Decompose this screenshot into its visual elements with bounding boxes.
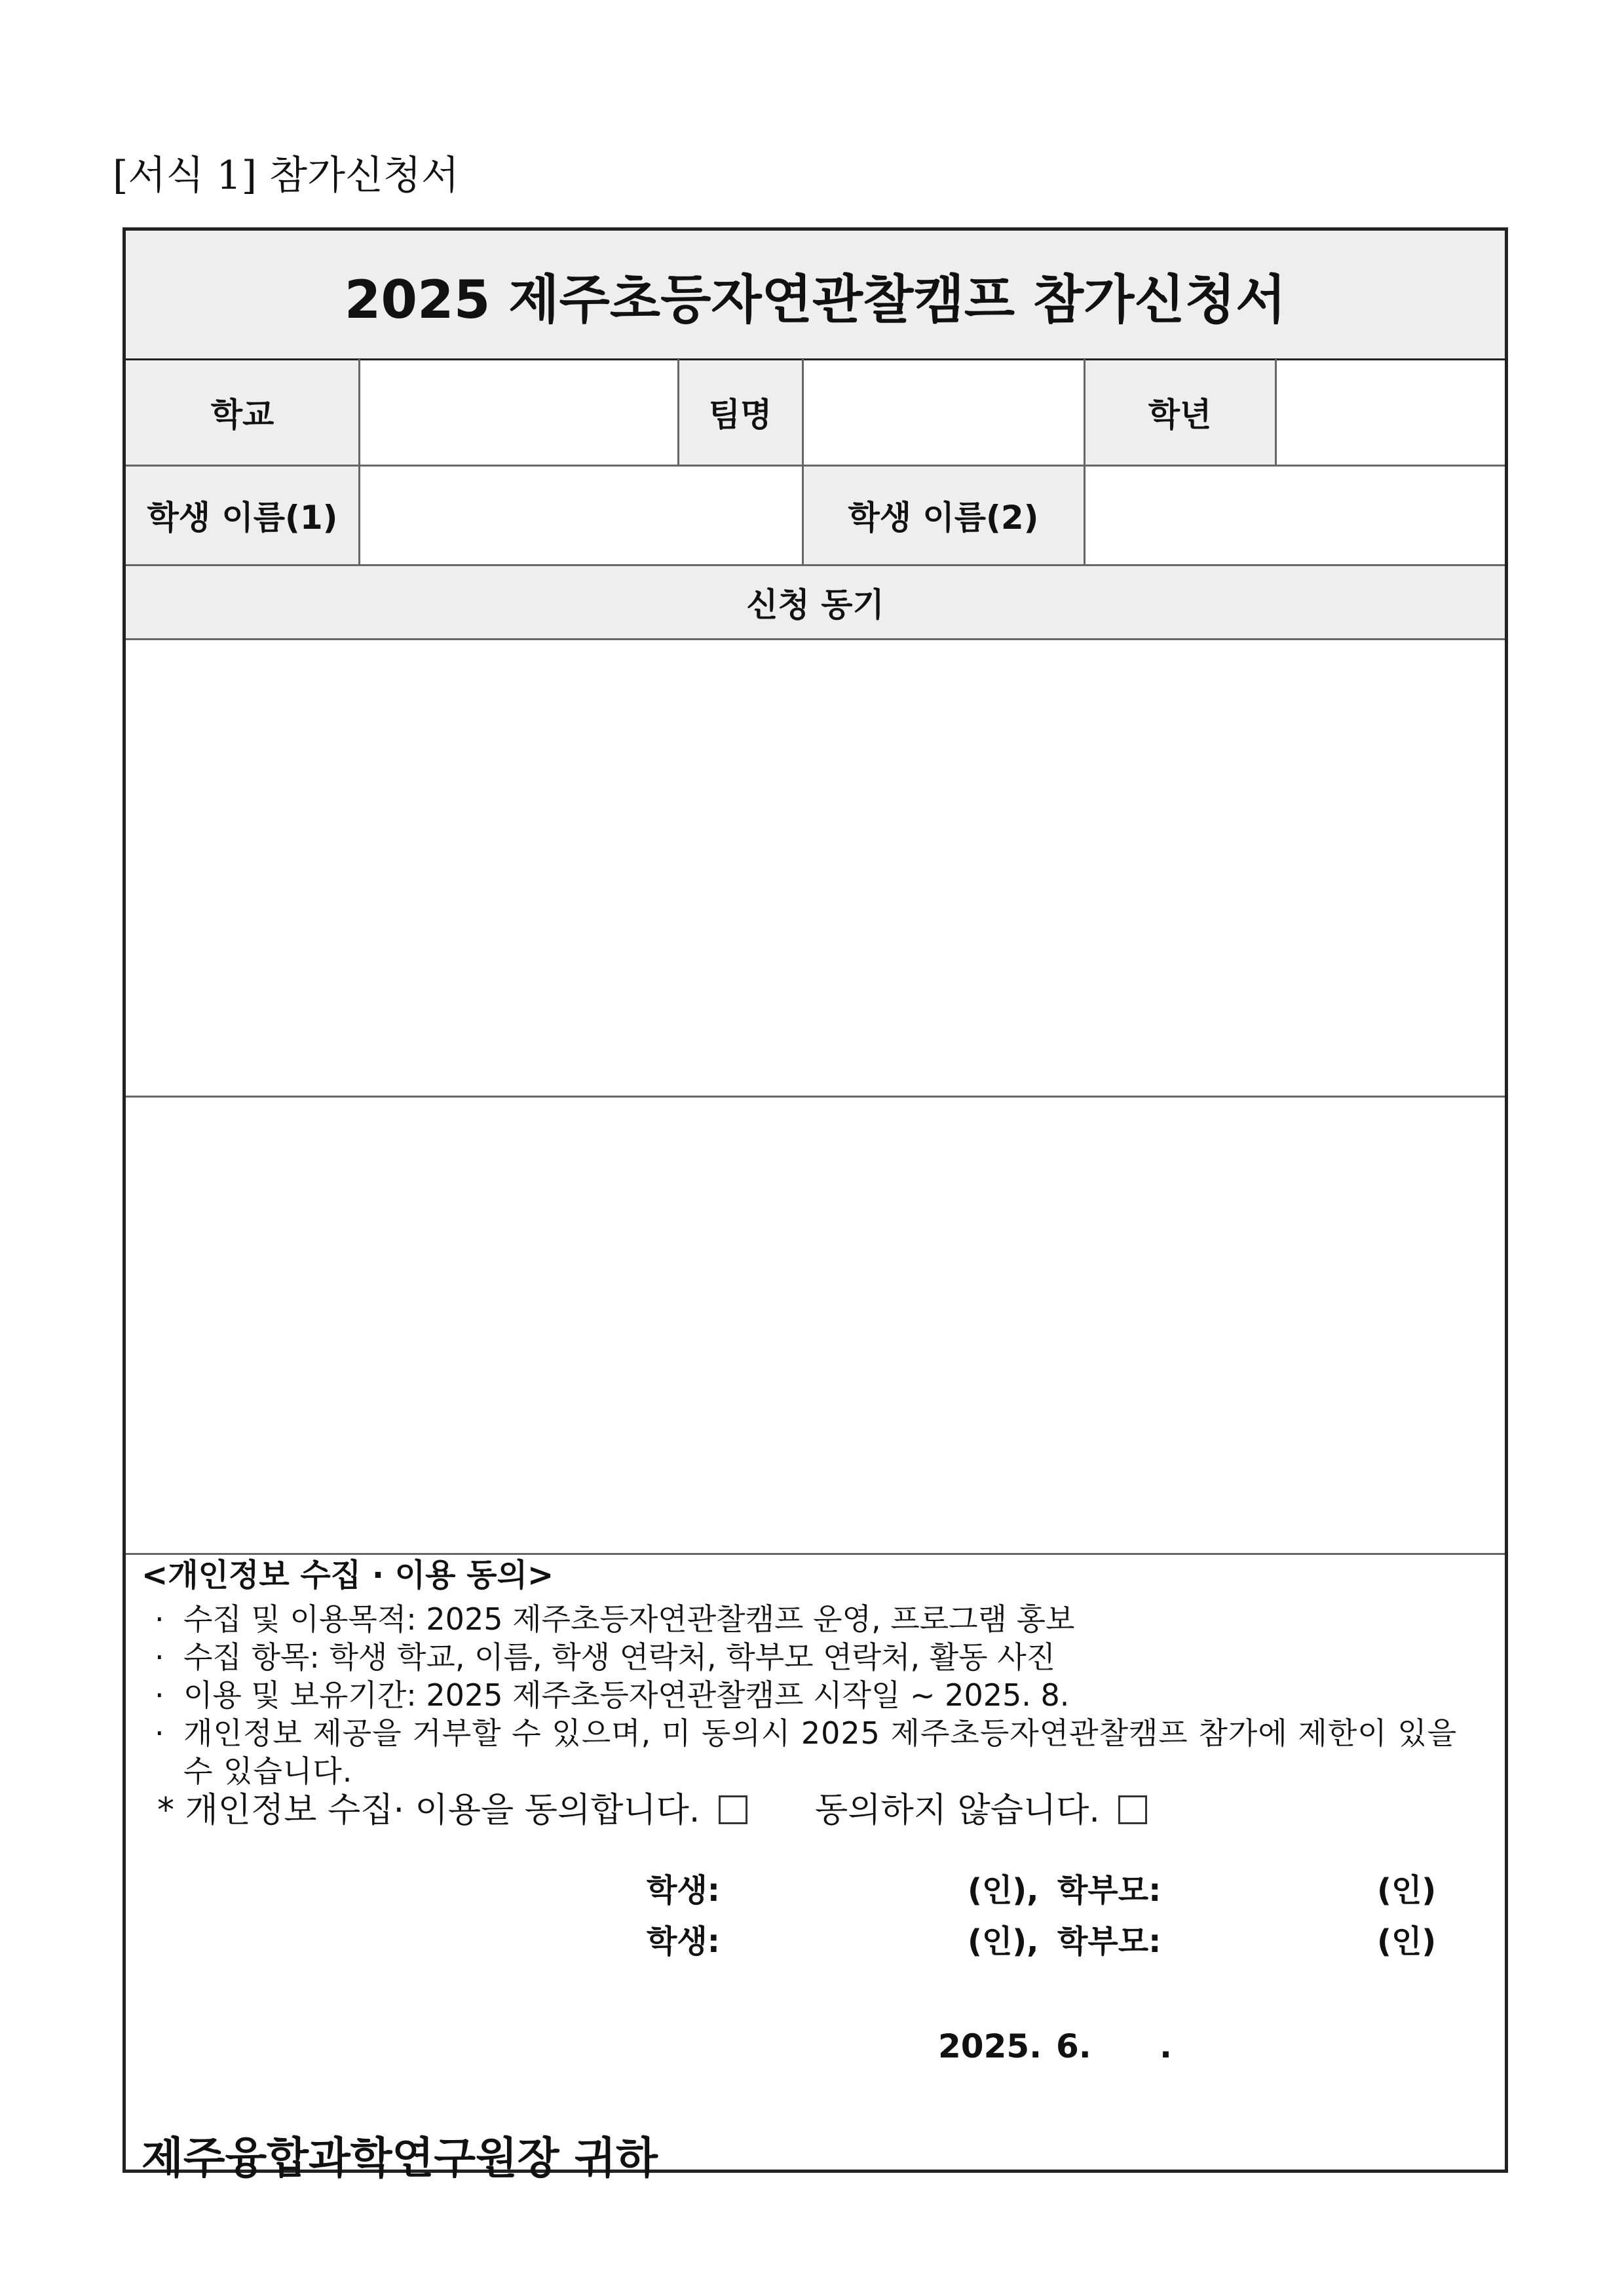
parent-sign-label-2: 학부모: xyxy=(1057,1923,1161,1960)
motivation-field[interactable] xyxy=(126,640,1505,1553)
disagree-checkbox[interactable] xyxy=(1118,1795,1147,1824)
consent-item-text: 개인정보 제공을 거부할 수 있으며, 미 동의시 2025 제주초등자연관찰캠프 참가에 제한이 있을 수 있습니다. xyxy=(183,1715,1458,1789)
consent-item xyxy=(155,1676,1484,1714)
student-seal-2: (인), xyxy=(968,1923,1039,1960)
parent-sign-label-1: 학부모: xyxy=(1057,1872,1161,1909)
team-field[interactable] xyxy=(804,359,1084,465)
consent-item-text: 수집 및 이용목적: 2025 제주초등자연관찰캠프 운영, 프로그램 홍보 xyxy=(183,1601,1075,1637)
grade-label: 학년 xyxy=(1148,396,1212,434)
bullet: · xyxy=(155,1639,164,1675)
consent-choice xyxy=(157,1782,1147,1831)
student-sign-label-2: 학생: xyxy=(647,1923,720,1960)
school-label: 학교 xyxy=(210,396,274,434)
date-day: . xyxy=(1160,2027,1172,2065)
grade-field[interactable] xyxy=(1277,359,1505,465)
consent-item xyxy=(155,1600,1484,1638)
date-month: 6. xyxy=(1056,2027,1091,2065)
team-label: 팀명 xyxy=(708,396,772,434)
date-year: 2025. xyxy=(938,2027,1042,2065)
disagree-label: 동의하지 않습니다. xyxy=(815,1791,1100,1830)
bullet: · xyxy=(155,1677,164,1713)
addressee: 제주융합과학연구원장 귀하 xyxy=(142,2133,658,2183)
student-sign-label-1: 학생: xyxy=(647,1872,720,1909)
consent-item xyxy=(155,1714,1484,1790)
consent-item-text: 이용 및 보유기간: 2025 제주초등자연관찰캠프 시작일 ~ 2025. 8. xyxy=(183,1677,1070,1713)
consent-item xyxy=(155,1638,1484,1676)
parent-sign-field-2[interactable] xyxy=(1177,1913,1374,1953)
bullet: · xyxy=(155,1715,164,1751)
parent-seal-1: (인) xyxy=(1377,1872,1437,1909)
parent-seal-2: (인) xyxy=(1377,1923,1437,1960)
student1-field[interactable] xyxy=(360,465,802,565)
agree-label: * 개인정보 수집· 이용을 동의합니다. xyxy=(157,1791,700,1830)
bullet: · xyxy=(155,1601,164,1637)
student-seal-1: (인), xyxy=(968,1872,1039,1909)
form-label: [서식 1] 참가신청서 xyxy=(113,153,459,199)
student-sign-field-2[interactable] xyxy=(755,1913,964,1953)
student1-label: 학생 이름(1) xyxy=(147,499,338,537)
consent-item-text: 수집 항목: 학생 학교, 이름, 학생 연락처, 학부모 연락처, 활동 사진 xyxy=(183,1639,1056,1675)
application-form xyxy=(123,227,1508,2183)
school-field[interactable] xyxy=(360,359,677,465)
motivation-label: 신청 동기 xyxy=(746,585,884,624)
student2-field[interactable] xyxy=(1086,465,1505,565)
agree-checkbox[interactable] xyxy=(719,1795,747,1824)
consent-list xyxy=(155,1600,1484,1790)
consent-title: <개인정보 수집 · 이용 동의> xyxy=(142,1557,554,1594)
form-title: 2025 제주초등자연관찰캠프 참가신청서 xyxy=(344,269,1287,330)
student2-label: 학생 이름(2) xyxy=(848,499,1039,537)
